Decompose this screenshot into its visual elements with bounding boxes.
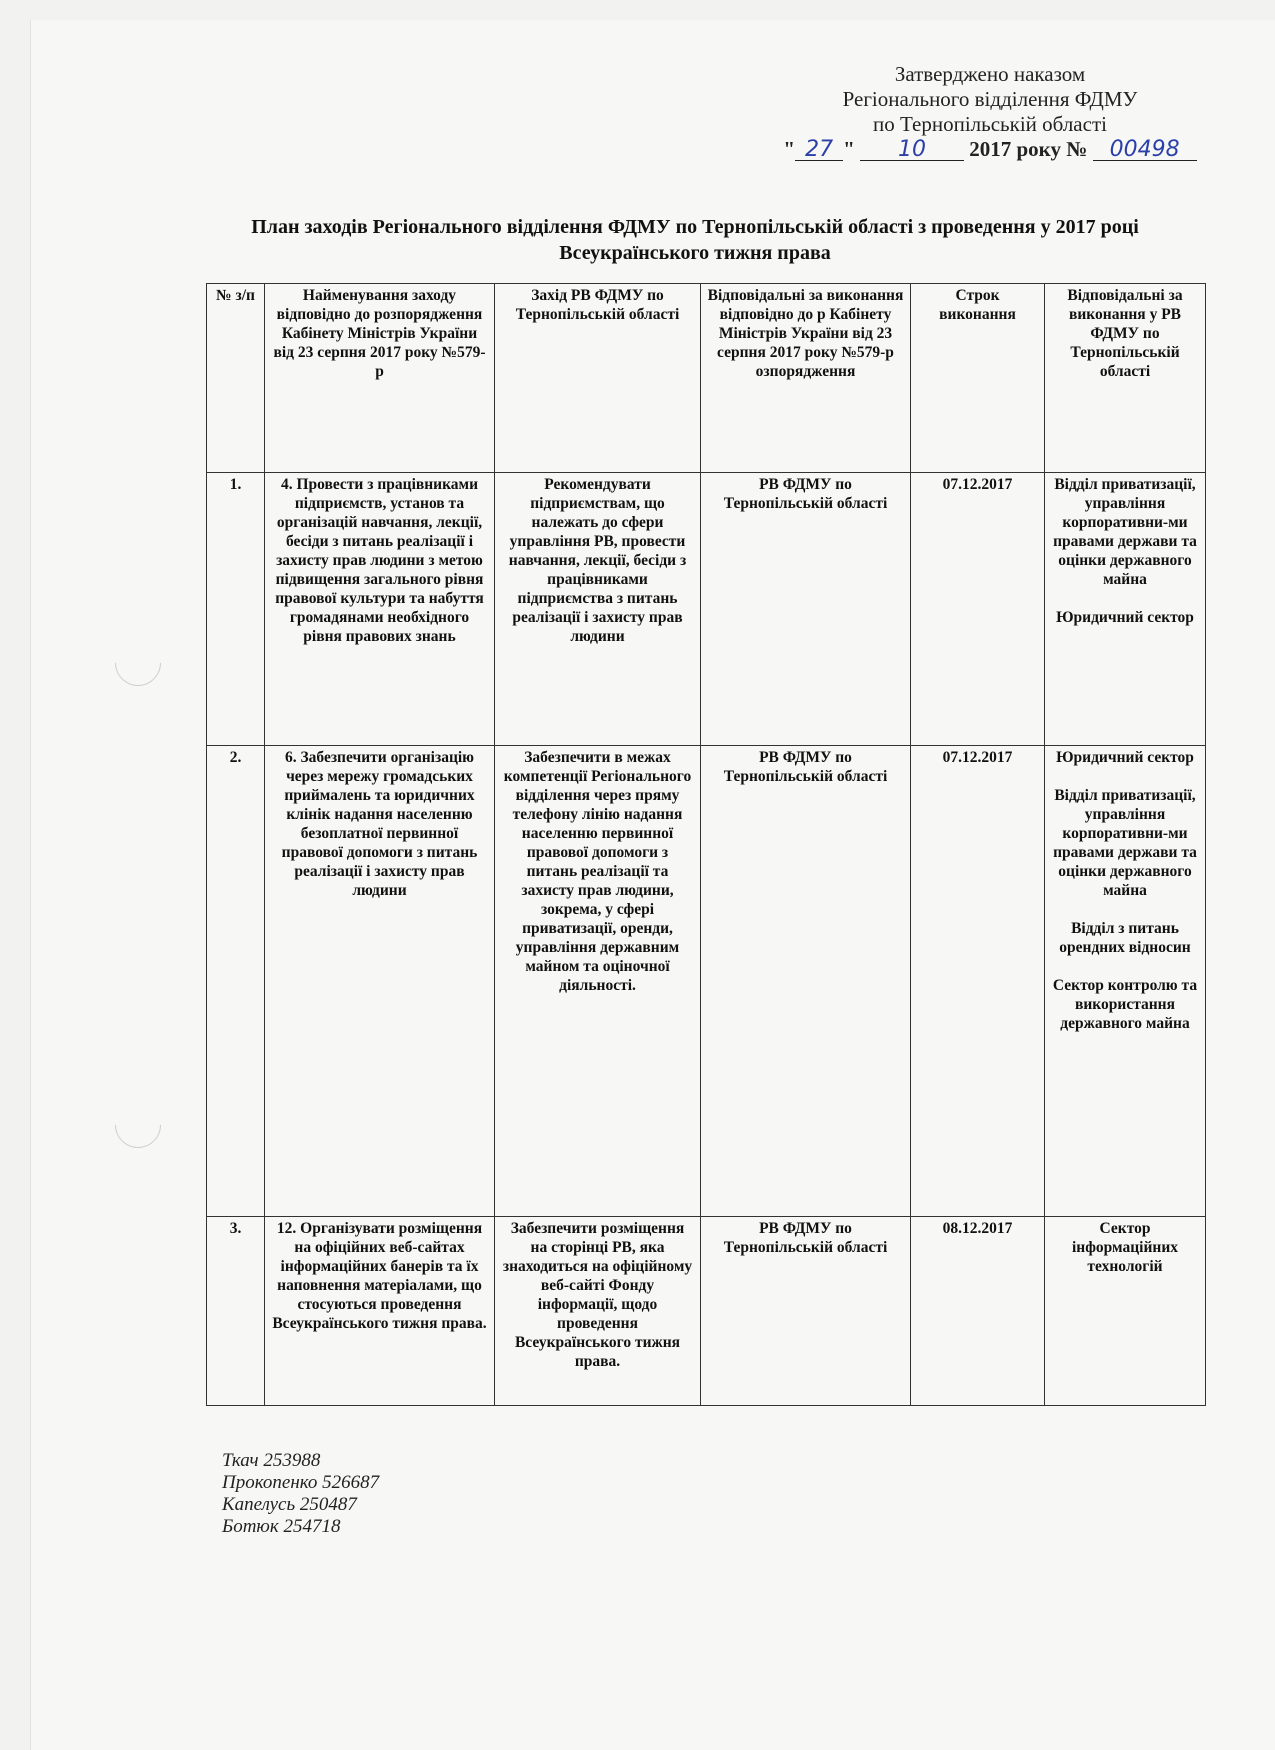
contact-item: Ботюк 254718 (222, 1516, 341, 1537)
row-number: 3. (207, 1217, 265, 1406)
approval-order-number: 00498 (1093, 140, 1197, 161)
approval-day: 27 (795, 140, 843, 161)
header-deadline: Строк виконання (911, 284, 1045, 473)
contacts-list (222, 1450, 379, 1538)
approval-line-2: Регіонального відділення ФДМУ (842, 87, 1138, 111)
row-deadline: 07.12.2017 (911, 746, 1045, 1217)
row-measure: Забезпечити розміщення на сторінці РВ, яка знаходиться на офіційному веб-сайті Фонду інформації, щодо проведення Всеукраїнського тижня права. (495, 1217, 701, 1406)
row-action: 12. Організувати розміщення на офіційних веб-сайтах інформаційних банерів та їх наповнення матеріалами, що стосуються проведення Всеукраїнського тижня права. (265, 1217, 495, 1406)
header-number: № з/п (207, 284, 265, 473)
row-responsible-order: РВ ФДМУ по Тернопільській області (701, 1217, 911, 1406)
contact-item: Капелусь 250487 (222, 1494, 357, 1515)
row-action: 6. Забезпечити організацію через мережу громадських приймалень та юридичних клінік надання населенню безоплатної первинної правової допомоги з питань реалізації і захисту прав людини (265, 746, 495, 1217)
row-responsible-rv: Відділ приватизації, управління корпоративни-ми правами держави та оцінки державного майна Юридичний сектор (1045, 473, 1206, 746)
row-number: 2. (207, 746, 265, 1217)
approval-date-line: " 27 " 10 2017 року № 00498 (760, 137, 1220, 162)
contact-item: Ткач 253988 (222, 1450, 321, 1471)
punch-hole-mark (105, 1092, 170, 1157)
approval-month: 10 (860, 140, 964, 161)
approval-line-1: Затверджено наказом (894, 62, 1086, 86)
plan-table (206, 283, 1206, 1406)
row-measure: Рекомендувати підприємствам, що належать до сфери управління РВ, провести навчання, лекції, бесіди з працівниками підприємства з питань реалізації і захисту прав людини (495, 473, 701, 746)
table-row (207, 473, 1206, 746)
table-header-row (207, 284, 1206, 473)
row-measure: Забезпечити в межах компетенції Регіонального відділення через пряму телефону лінію надання населенню первинної правової допомоги з питань реалізації та захисту прав людини, зокрема, у сфері приватизації, оренди, управління державним майном та оціночної діяльності. (495, 746, 701, 1217)
punch-hole-mark (105, 630, 170, 695)
row-responsible-rv: Юридичний сектор Відділ приватизації, управління корпоративни-ми правами держави та оцінки державного майна Відділ з питань орендних відносин Сектор контролю та використання державного майна (1045, 746, 1206, 1217)
row-responsible-order: РВ ФДМУ по Тернопільській області (701, 746, 911, 1217)
table-row (207, 1217, 1206, 1406)
header-action-name: Найменування заходу відповідно до розпорядження Кабінету Міністрів України від 23 серпня 2017 року №579-р (265, 284, 495, 473)
page-title: План заходів Регіонального відділення ФДМУ по Тернопільській області з проведення у 2017 році Всеукраїнського тижня права (251, 216, 1139, 264)
row-deadline: 08.12.2017 (911, 1217, 1045, 1406)
row-responsible-rv: Сектор інформаційних технологій (1045, 1217, 1206, 1406)
row-number: 1. (207, 473, 265, 746)
row-action: 4. Провести з працівниками підприємств, установ та організацій навчання, лекції, бесіди з питань реалізації і захисту прав людини з метою підвищення загального рівня правової культури та набуття громадянами необхідного рівня правових знань (265, 473, 495, 746)
table-row (207, 746, 1206, 1217)
approval-line-3: по Тернопільській області (873, 112, 1107, 136)
header-responsible-rv: Відповідальні за виконання у РВ ФДМУ по Тернопільській області (1045, 284, 1206, 473)
row-deadline: 07.12.2017 (911, 473, 1045, 746)
contact-item: Прокопенко 526687 (222, 1472, 380, 1493)
approval-year-text: 2017 року № (969, 137, 1088, 161)
header-responsible-order: Відповідальні за виконання відповідно до р Кабінету Міністрів України від 23 серпня 2017 року №579-р озпорядження (701, 284, 911, 473)
row-responsible-order: РВ ФДМУ по Тернопільській області (701, 473, 911, 746)
header-rv-measure: Захід РВ ФДМУ по Тернопільській області (495, 284, 701, 473)
approval-stamp-block (760, 62, 1220, 162)
